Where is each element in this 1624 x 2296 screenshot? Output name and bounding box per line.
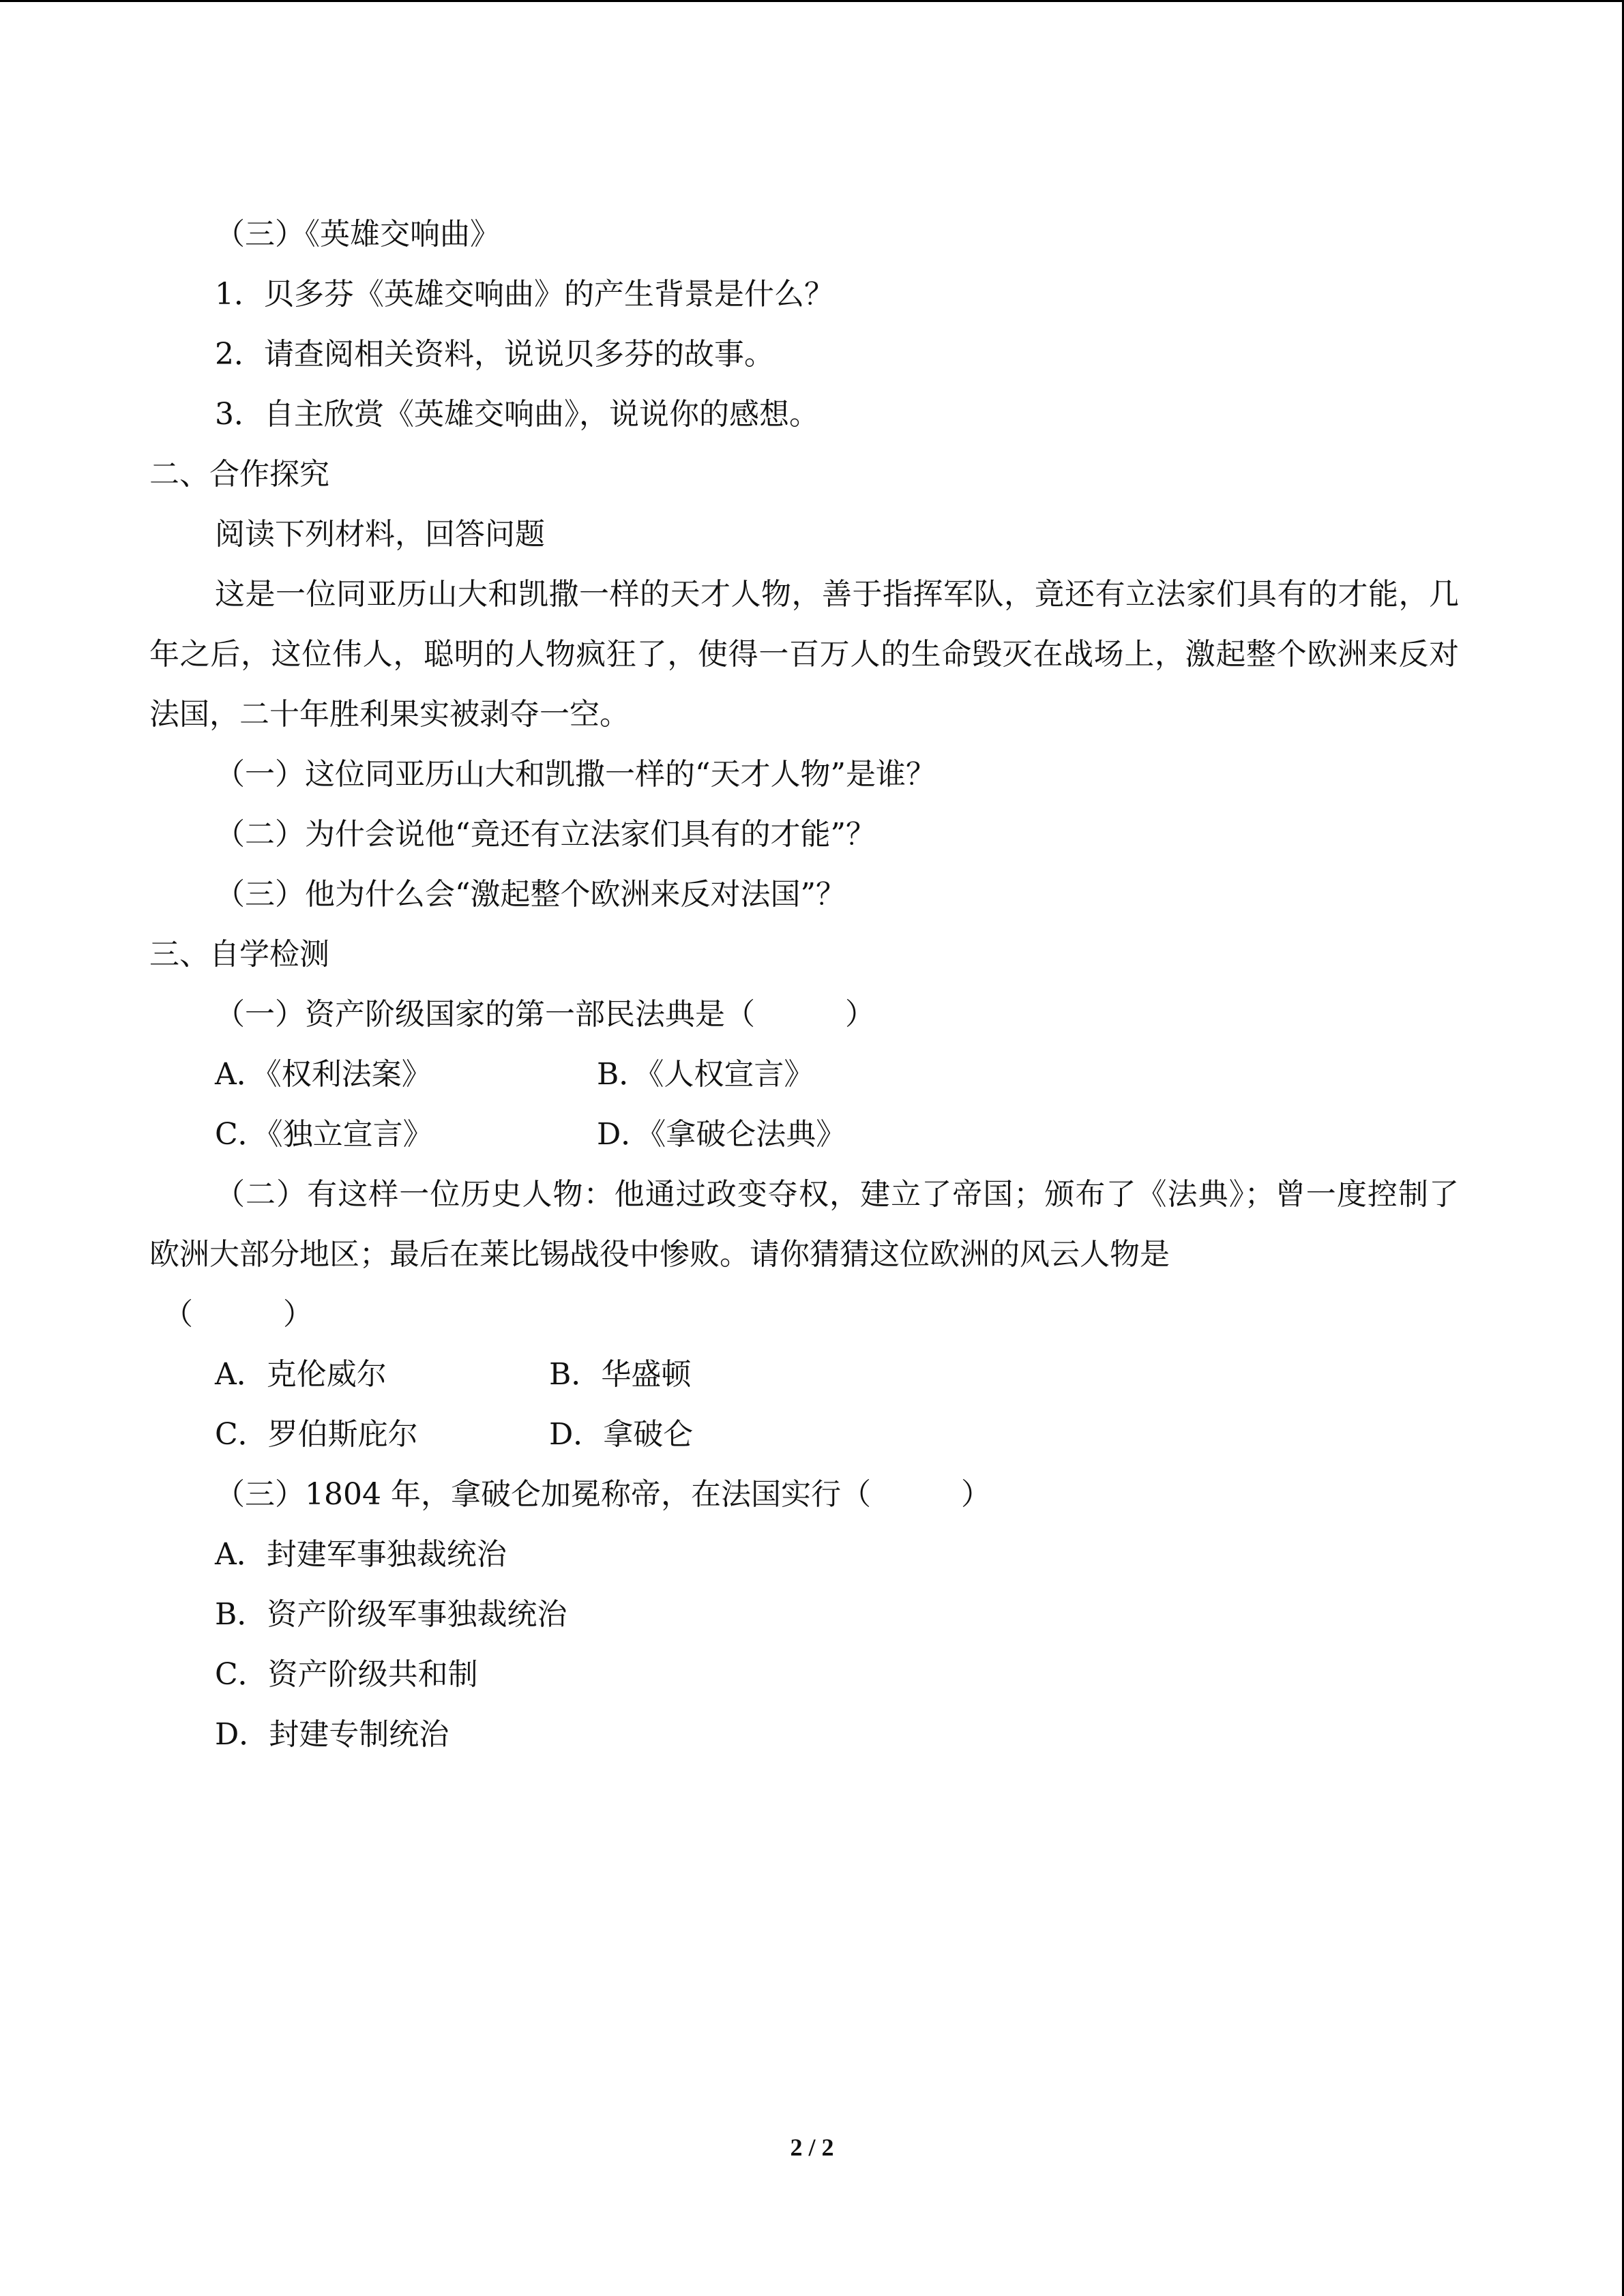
option-b: B．《人权宣言》 — [597, 1057, 814, 1092]
option-d: D．《拿破仑法典》 — [597, 1117, 846, 1152]
option-c: C．罗伯斯庇尔 — [215, 1417, 418, 1452]
top-border-line — [0, 0, 1624, 2]
option-d: D．封建专制统治 — [215, 1717, 449, 1752]
question-1: 1．贝多芬《英雄交响曲》的产生背景是什么？ — [215, 277, 834, 312]
option-c: C．资产阶级共和制 — [215, 1657, 478, 1692]
option-a: A．克伦威尔 — [215, 1357, 387, 1392]
option-d: D．拿破仑 — [549, 1417, 694, 1452]
inquiry-question-1: （一）这位同亚历山大和凯撒一样的“天才人物”是谁？ — [215, 757, 936, 792]
inquiry-question-3: （三）他为什么会“激起整个欧洲来反对法国”？ — [215, 877, 846, 912]
document-page — [149, 205, 1459, 1765]
test-question-2-stem: （二）有这样一位历史人物：他通过政变夺权，建立了帝国；颁布了《法典》；曾一度控制了欧洲大部分地区；最后在莱比锡战役中惨败。请你猜猜这位欧洲的风云人物是 — [149, 1177, 1459, 1272]
question-3: 3．自主欣赏《英雄交响曲》，说说你的感想。 — [215, 397, 819, 432]
option-a: A．封建军事独裁统治 — [215, 1537, 507, 1572]
reading-instruction: 阅读下列材料，回答问题 — [215, 517, 545, 552]
option-b: B．资产阶级军事独裁统治 — [215, 1597, 567, 1632]
test-question-1-options-row-2 — [149, 1105, 1459, 1165]
test-question-2-answer-blank: （ ） — [163, 1297, 313, 1332]
test-question-2-options-row-1 — [149, 1345, 1459, 1405]
option-c: C．《独立宣言》 — [215, 1117, 433, 1152]
section-heading-cooperative-inquiry: 二、合作探究 — [149, 457, 329, 492]
page-number: 2 / 2 — [790, 2134, 834, 2161]
inquiry-question-2: （二）为什会说他“竟还有立法家们具有的才能”？ — [215, 817, 876, 852]
test-question-3-stem: （三）1804 年，拿破仑加冕称帝，在法国实行（ ） — [215, 1477, 991, 1512]
test-question-1-options-row-1 — [149, 1045, 1459, 1105]
option-b: B．华盛顿 — [549, 1357, 692, 1392]
option-a: A．《权利法案》 — [215, 1057, 432, 1092]
test-question-1-stem: （一）资产阶级国家的第一部民法典是（ ） — [215, 997, 875, 1032]
question-2: 2．请查阅相关资料，说说贝多芬的故事。 — [215, 337, 774, 372]
subsection-title-heroic-symphony: （三）《英雄交响曲》 — [215, 217, 500, 252]
test-question-2-options-row-2 — [149, 1405, 1459, 1465]
section-heading-self-test: 三、自学检测 — [149, 937, 329, 972]
reading-material: 这是一位同亚历山大和凯撒一样的天才人物，善于指挥军队，竟还有立法家们具有的才能，几年之后，这位伟人，聪明的人物疯狂了，使得一百万人的生命毁灭在战场上，激起整个欧洲来反对法国，二十年胜利果实被剥夺一空。 — [149, 577, 1459, 732]
